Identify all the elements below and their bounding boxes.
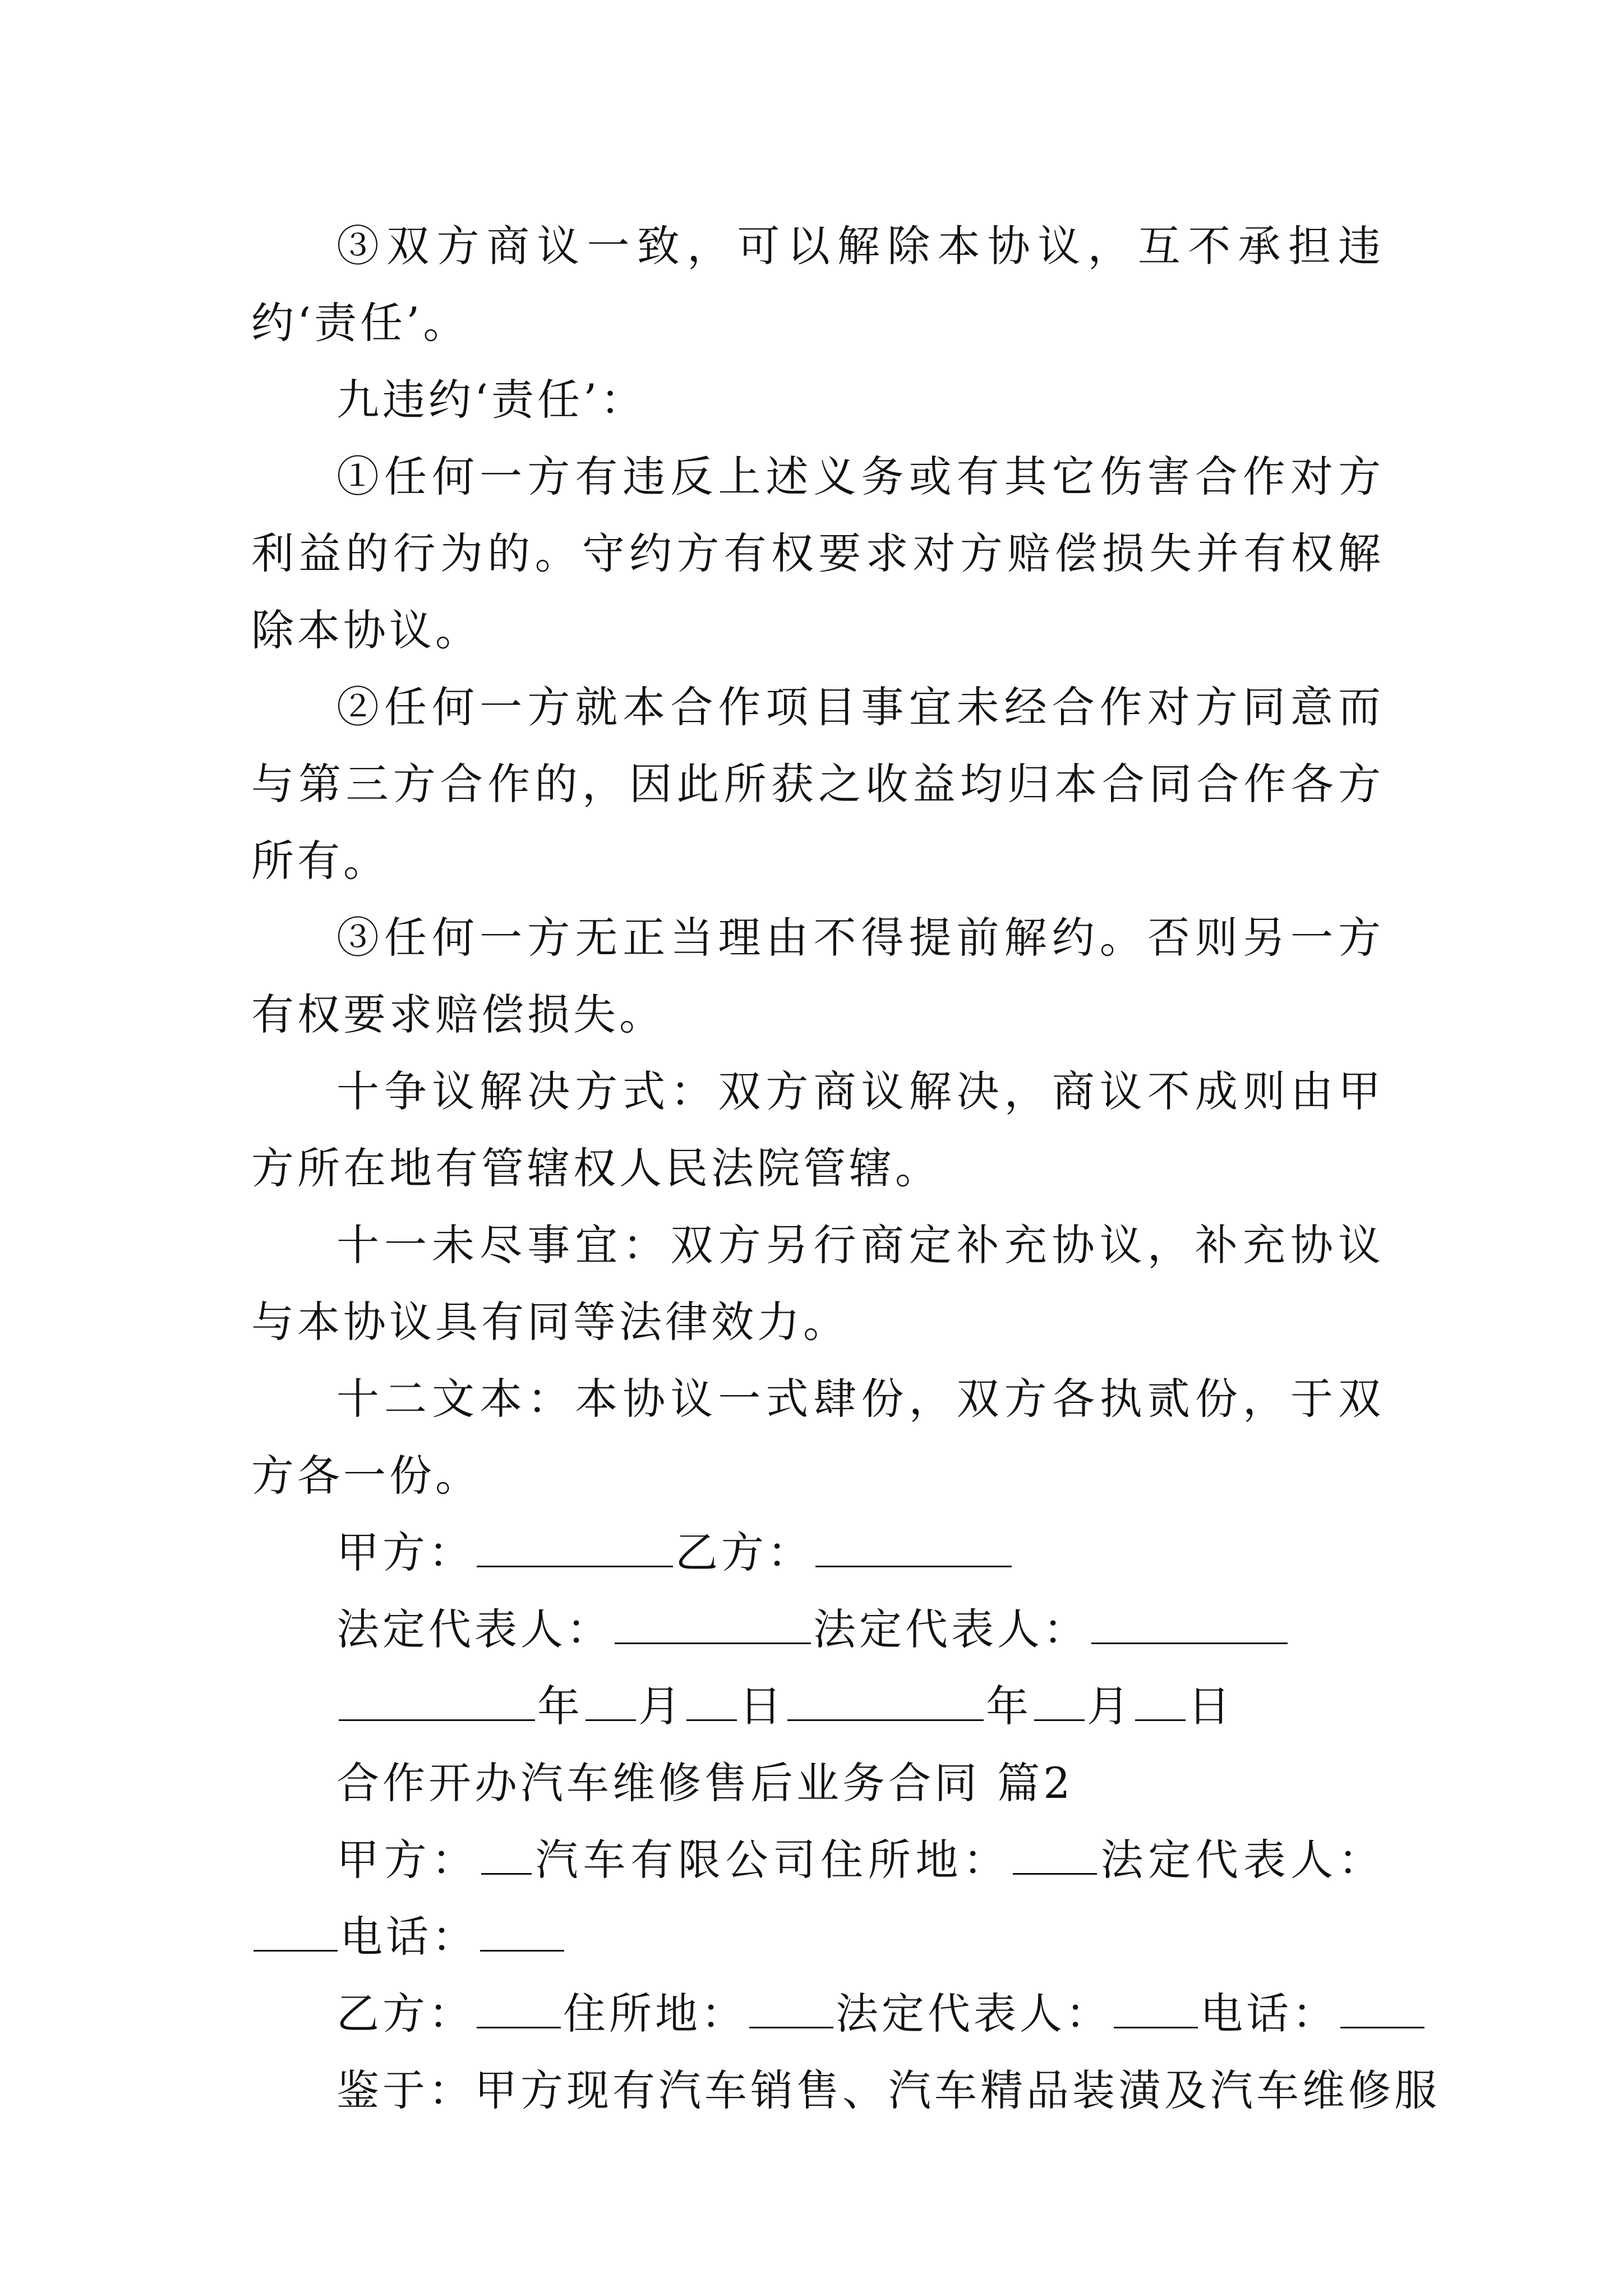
date-b-day-blank [1135, 1681, 1186, 1721]
party-a-blank [477, 1527, 673, 1567]
section2-a-label: 甲方： [336, 1835, 479, 1885]
date-b-month-blank [1034, 1681, 1085, 1721]
date-a-day: 日 [739, 1681, 785, 1731]
section2-b-rep: 法定代表人： [836, 1989, 1112, 2039]
section2-a-phone: 电话： [340, 1912, 478, 1962]
paragraph-unfinished: 十一未尽事宜：双方另行商定补充协议，补充协议与本协议具有同等法律效力。 [251, 1220, 1384, 1347]
date-b-year-blank [787, 1681, 984, 1721]
section2-b-rep-blank [1114, 1989, 1198, 2028]
signature-representatives [251, 1591, 1384, 1668]
date-b-year: 年 [986, 1681, 1032, 1731]
date-b-month: 月 [1087, 1681, 1133, 1731]
section2-b-name-blank [477, 1989, 561, 2028]
section2-b-label: 乙方： [336, 1989, 474, 2039]
section2-party-b [251, 1975, 1384, 2052]
date-a-year: 年 [537, 1681, 583, 1731]
party-a-label: 甲方： [336, 1527, 474, 1577]
rep-a-label: 法定代表人： [336, 1604, 612, 1654]
section2-title: 合作开办汽车维修售后业务合同 篇2 [336, 1758, 1074, 1808]
date-a-month-blank [585, 1681, 636, 1721]
rep-a-blank [615, 1604, 811, 1644]
paragraph-copies: 十二文本：本协议一式肆份，双方各执贰份，于双方各一份。 [251, 1374, 1384, 1501]
paragraph-terminate: ③双方商议一致，可以解除本协议，互不承担违约‘责任’。 [251, 221, 1384, 348]
section2-b-addr-blank [749, 1989, 833, 2028]
date-a-day-blank [686, 1681, 737, 1721]
heading-breach: 九违约‘责任’： [336, 375, 647, 425]
party-b-label: 乙方： [675, 1527, 813, 1577]
section2-b-addr: 住所地： [563, 1989, 747, 2039]
section2-whereas: 鉴于：甲方现有汽车销售、汽车精品装潢及汽车维修服 [336, 2065, 1440, 2115]
signature-parties [251, 1514, 1384, 1591]
section2-party-a [251, 1821, 1384, 1975]
date-b-day: 日 [1188, 1681, 1234, 1731]
section2-a-name-blank [481, 1835, 532, 1875]
section2-b-phone: 电话： [1200, 1989, 1338, 2039]
section2-b-phone-blank [1340, 1989, 1424, 2028]
document-page [251, 208, 1440, 2129]
paragraph-breach-3: ③任何一方无正当理由不得提前解约。否则另一方有权要求赔偿损失。 [251, 913, 1384, 1039]
section2-a-addr-blank [1013, 1835, 1097, 1875]
paragraph-breach-2: ②任何一方就本合作项目事宜未经合作对方同意而与第三方合作的，因此所获之收益均归本合同合作各方所有。 [251, 682, 1384, 886]
date-a-year-blank [339, 1681, 535, 1721]
section2-a-company: 汽车有限公司住所地： [534, 1835, 1011, 1885]
paragraph-dispute: 十争议解决方式：双方商议解决，商议不成则由甲方所在地有管辖权人民法院管辖。 [251, 1066, 1384, 1193]
signature-dates [251, 1668, 1384, 1745]
section2-a-phone-blank [480, 1912, 564, 1952]
paragraph-breach-1: ①任何一方有违反上述义务或有其它伤害合作对方利益的行为的。守约方有权要求对方赔偿损失并有权解除本协议。 [251, 452, 1384, 655]
section2-a-rep: 法定代表人： [1099, 1835, 1385, 1885]
party-b-blank [815, 1527, 1012, 1567]
rep-b-blank [1091, 1604, 1288, 1644]
rep-b-label: 法定代表人： [813, 1604, 1089, 1654]
date-a-month: 月 [638, 1681, 684, 1731]
section2-a-rep-blank [253, 1912, 338, 1952]
